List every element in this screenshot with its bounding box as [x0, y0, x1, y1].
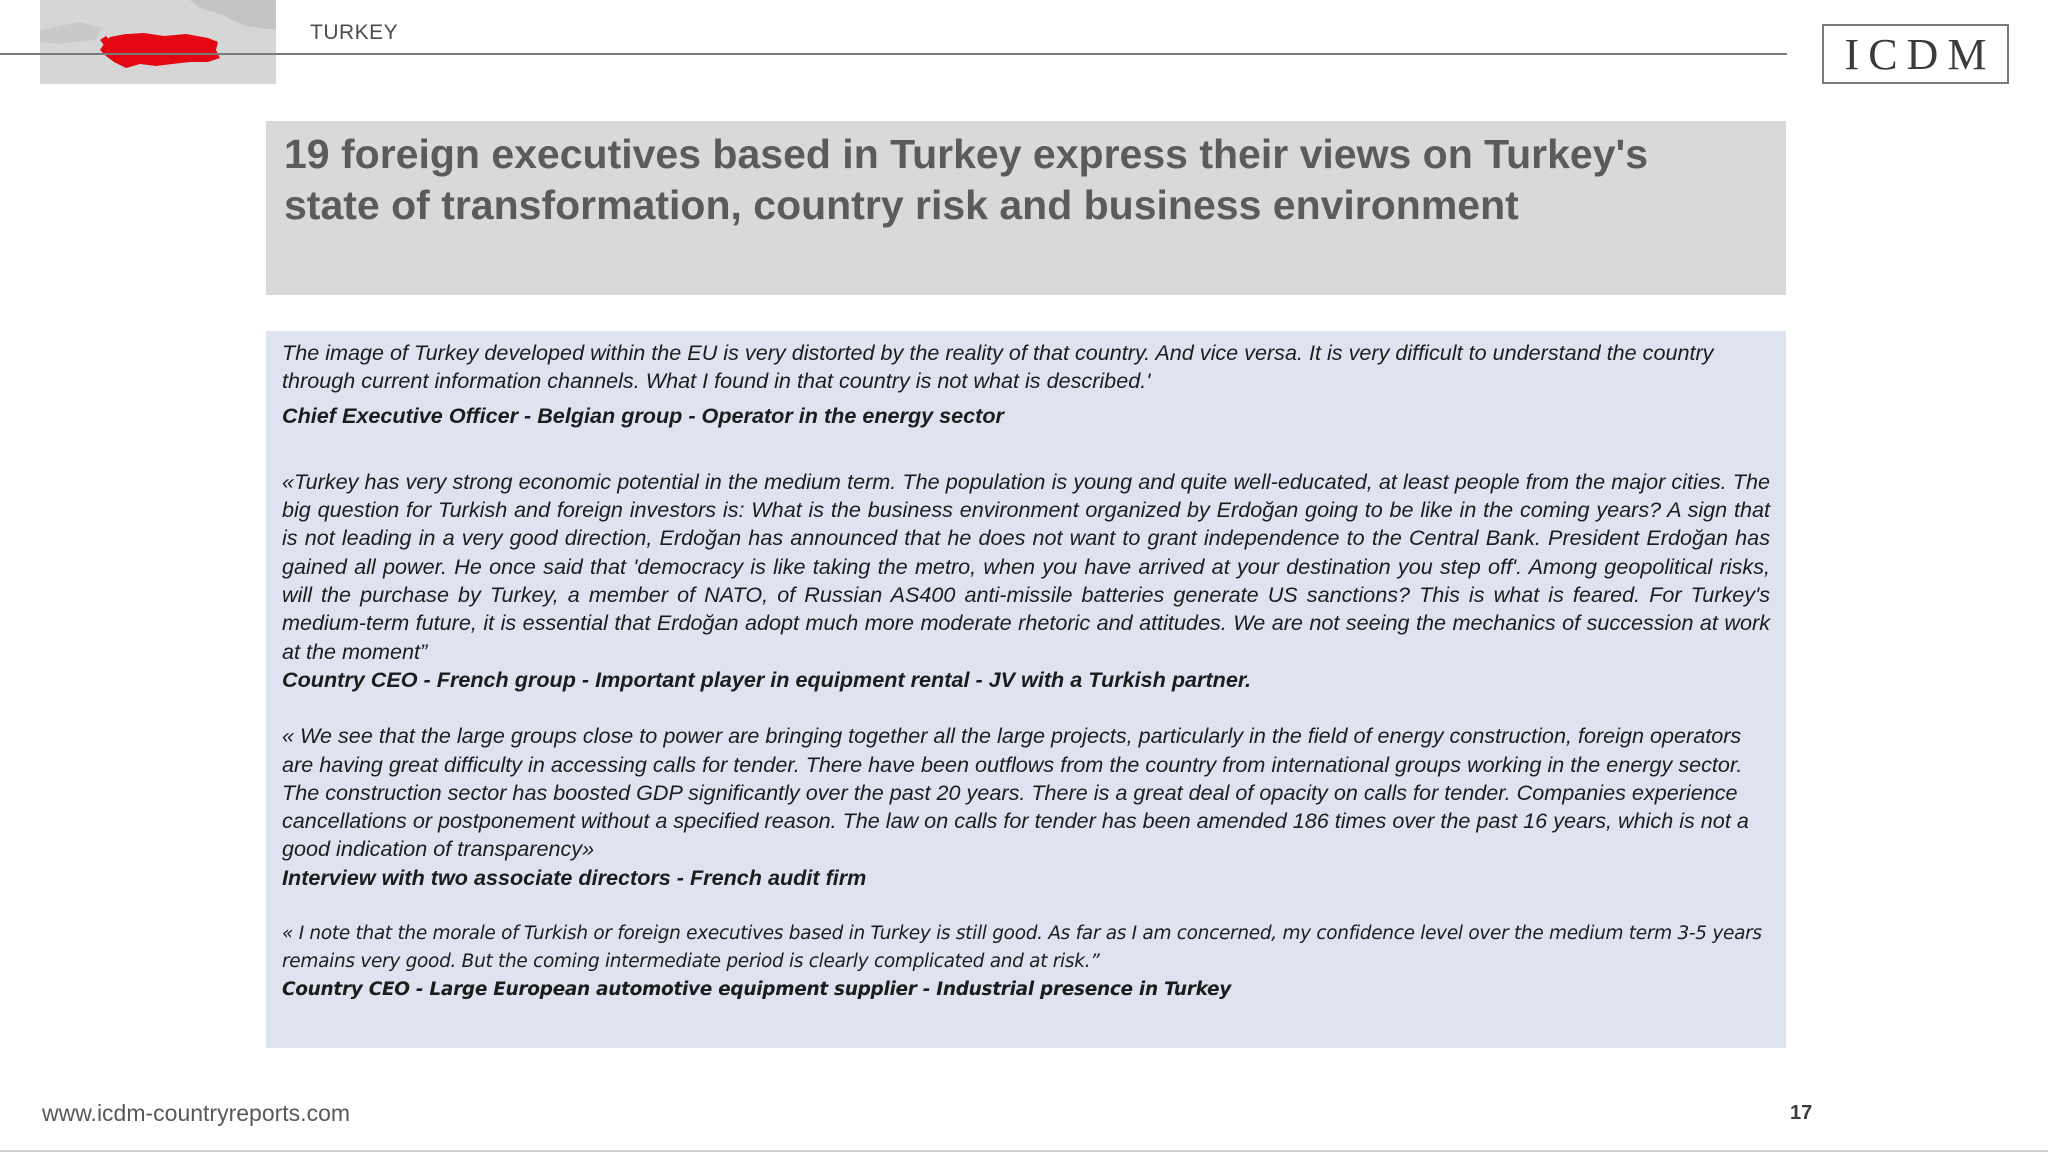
country-label: TURKEY — [310, 21, 399, 44]
turkey-map-icon — [40, 0, 276, 84]
slide-title-box — [266, 121, 1786, 295]
slide-title — [284, 129, 1768, 231]
quote-text: « We see that the large groups close to power are bringing together all the large projects, particularly in the field of energy construction, foreign operators are having great difficulty in accessing calls for tender. There have been outflows from the country from international groups working in the energy sector. The construction sector has boosted GDP significantly over the past 20 years. There is a great deal of opacity on calls for tender. Companies experience cancellations or postponement without a specified reason. The law on calls for tender has been amended 186 times over the past 16 years, which is not a good indication of transparency» — [282, 723, 1749, 862]
header-rule — [0, 53, 1787, 55]
turkey-map-thumbnail — [40, 0, 276, 84]
quote-text: «Turkey has very strong economic potential in the medium term. The population is young and quite well-educated, at least people from the major cities. The big question for Turkish and foreign investors is: What is the business environment organized by Erdoğan going to be like in the coming years? A sign that is not leading in a very good direction, Erdoğan has announced that he does not want to grant independence to the Central Bank. President Erdoğan has gained all power. He once said that 'democracy is like taking the metro, when you have arrived at your destination you step off'. Among geopolitical risks, will the purchase by Turkey, a member of NATO, of Russian AS400 anti-missile batteries generate US sanctions? This is what is feared. For Turkey's medium-term future, it is essential that Erdoğan adopt much more moderate rhetoric and attitudes. We are not seeing the mechanics of succession at work at the moment” — [282, 468, 1770, 664]
quote-text: « I note that the morale of Turkish or foreign executives based in Turkey is still good. As far as I am concerned, my confidence level over the medium term 3-5 years remains very good. But the coming intermediate period is clearly complicated and at risk.” — [282, 923, 1762, 973]
quote-attribution: Country CEO - Large European automotive equipment supplier - Industrial presence in Turkey — [282, 979, 1231, 1001]
title-line-2: state of transformation, country risk and business environment — [284, 182, 1519, 228]
title-line-1: 19 foreign executives based in Turkey express their views on Turkey's — [284, 131, 1649, 177]
quotes-panel — [266, 331, 1786, 1048]
quote-attribution: Interview with two associate directors - French audit firm — [282, 864, 867, 890]
icdm-logo: ICDM — [1822, 24, 2009, 84]
quote-text: The image of Turkey developed within the EU is very distorted by the reality of that country. And vice versa. It is very difficult to understand the country through current information channels. What I found in that country is not what is described.' — [282, 340, 1714, 394]
footer-website-link[interactable]: www.icdm-countryreports.com — [42, 1100, 351, 1126]
page-number: 17 — [1790, 1102, 1813, 1124]
quote-attribution: Chief Executive Officer - Belgian group - Operator in the energy sector — [282, 402, 1004, 428]
quote-attribution: Country CEO - French group - Important player in equipment rental - JV with a Turkish partner. — [282, 666, 1252, 692]
